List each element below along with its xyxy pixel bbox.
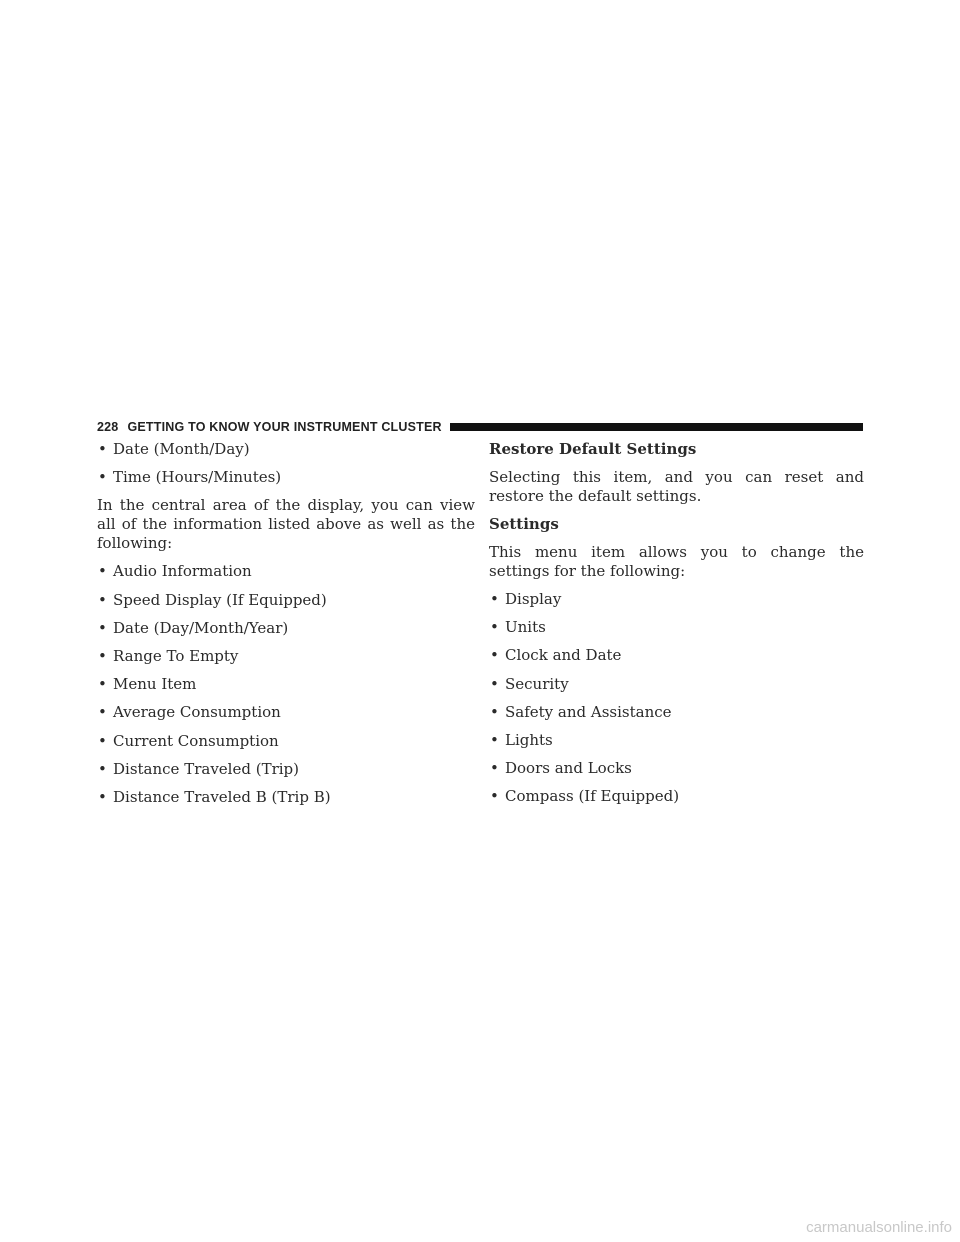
bullet-icon: •	[490, 702, 499, 721]
bullet-icon: •	[98, 675, 107, 694]
left-column	[97, 440, 475, 816]
intro-paragraph: In the central area of the display, you can view all of the information listed above as well as the following:	[97, 496, 475, 553]
bullet-icon: •	[490, 759, 499, 778]
bullet-icon: •	[98, 618, 107, 637]
list-item: • Distance Traveled B (Trip B)	[98, 787, 331, 806]
restore-paragraph: Selecting this item, and you can reset and restore the default settings.	[489, 468, 864, 505]
running-title: GETTING TO KNOW YOUR INSTRUMENT CLUSTER	[127, 420, 442, 434]
running-header	[97, 419, 863, 435]
page-number: 228	[97, 420, 119, 434]
bullet-icon: •	[98, 731, 107, 750]
watermark-link[interactable]: carmanualsonline.info	[806, 1219, 952, 1236]
list-item: • Clock and Date	[490, 646, 622, 665]
list-item: • Current Consumption	[98, 731, 279, 750]
list-item: • Safety and Assistance	[490, 702, 672, 721]
bullet-icon: •	[490, 674, 499, 693]
bullet-icon: •	[490, 590, 499, 608]
bullet-icon: •	[98, 646, 107, 665]
list-item: • Audio Information	[98, 562, 252, 581]
list-item: • Speed Display (If Equipped)	[98, 590, 327, 609]
list-item: • Menu Item	[98, 675, 197, 694]
settings-heading: Settings	[489, 515, 559, 533]
bullet-icon: •	[490, 646, 499, 665]
list-item: • Range To Empty	[98, 646, 239, 665]
list-item: • Display	[490, 590, 562, 608]
list-item: • Time (Hours/Minutes)	[98, 468, 282, 487]
bullet-icon: •	[490, 787, 499, 806]
list-item: • Compass (If Equipped)	[490, 787, 680, 806]
bullet-icon: •	[98, 440, 107, 458]
list-item: • Security	[490, 674, 569, 693]
right-column	[489, 440, 864, 816]
bullet-icon: •	[98, 590, 107, 609]
list-item: • Date (Day/Month/Year)	[98, 618, 289, 637]
list-item: • Date (Month/Day)	[98, 440, 250, 458]
bullet-icon: •	[98, 703, 107, 722]
list-item: • Distance Traveled (Trip)	[98, 759, 299, 778]
list-item: • Lights	[490, 730, 553, 749]
list-item: • Units	[490, 618, 546, 637]
list-item: • Average Consumption	[98, 703, 281, 722]
bullet-icon: •	[490, 618, 499, 637]
bullet-icon: •	[98, 468, 107, 487]
bullet-icon: •	[98, 759, 107, 778]
list-item: • Doors and Locks	[490, 759, 632, 778]
bullet-icon: •	[98, 787, 107, 806]
restore-default-settings-heading: Restore Default Settings	[489, 440, 697, 458]
bullet-icon: •	[490, 730, 499, 749]
settings-paragraph: This menu item allows you to change the settings for the following:	[489, 543, 864, 580]
header-rule	[450, 423, 863, 431]
bullet-icon: •	[98, 562, 107, 581]
